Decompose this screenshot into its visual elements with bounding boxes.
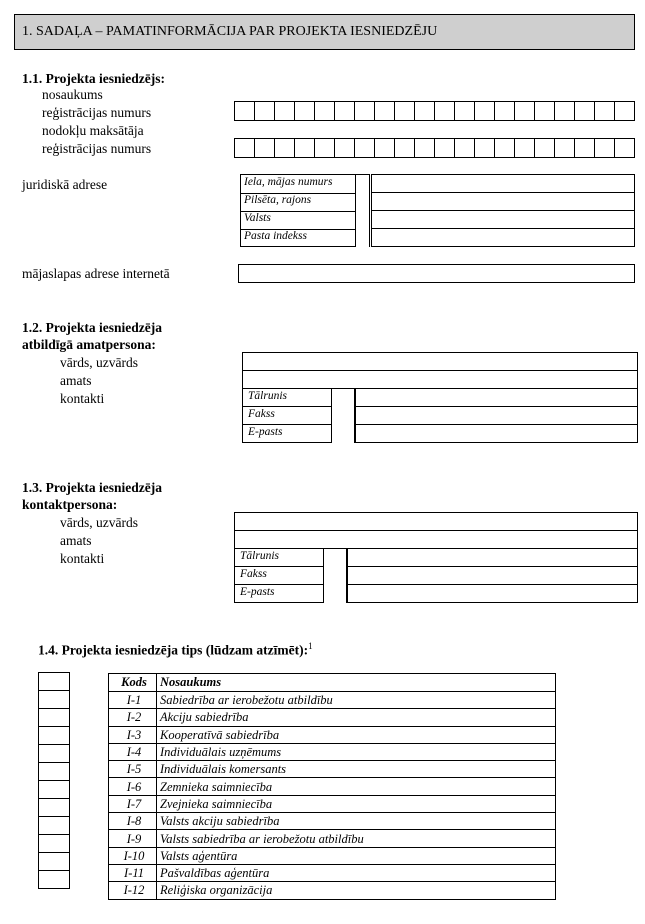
- row-code: I-10: [109, 847, 157, 864]
- official-phone-label: Tālrunis: [248, 390, 287, 402]
- official-position-input[interactable]: [242, 370, 638, 389]
- row-name: Valsts aģentūra: [157, 847, 556, 864]
- label-contact-full-name: vārds, uzvārds: [60, 515, 138, 530]
- section-1-4-heading-text: 1.4. Projekta iesniedzēja tips (lūdzam atzīmēt):: [38, 642, 309, 658]
- address-labels-box: [240, 174, 356, 247]
- contact-email-input[interactable]: [347, 584, 638, 603]
- official-fax-input[interactable]: [355, 406, 638, 425]
- type-checkbox[interactable]: [38, 816, 70, 835]
- table-row: [109, 864, 556, 881]
- row-name: Sabiedrība ar ierobežotu atbildību: [157, 692, 556, 709]
- label-contact-position: amats: [60, 533, 92, 548]
- section-1-2-heading-line2: atbildīgā amatpersona:: [22, 337, 156, 352]
- table-row: [109, 813, 556, 830]
- official-email-input[interactable]: [355, 424, 638, 443]
- label-website: mājaslapas adrese internetā: [22, 266, 170, 281]
- row-code: I-5: [109, 761, 157, 778]
- address-postcode-input[interactable]: [371, 228, 635, 247]
- official-fax-label: Fakss: [248, 408, 275, 420]
- label-reg-number: reģistrācijas numurs: [42, 105, 152, 120]
- row-name: Individuālais komersants: [157, 761, 556, 778]
- table-row: [109, 761, 556, 778]
- row-code: I-12: [109, 882, 157, 899]
- contact-position-input[interactable]: [234, 530, 638, 549]
- type-checkbox[interactable]: [38, 762, 70, 781]
- section-header: [14, 14, 635, 50]
- contact-email-label: E-pasts: [240, 586, 275, 598]
- contact-phone-input[interactable]: [347, 548, 638, 567]
- row-name: Zvejnieka saimniecība: [157, 795, 556, 812]
- applicant-type-table: [108, 673, 556, 900]
- row-code: I-4: [109, 743, 157, 760]
- row-code: I-3: [109, 726, 157, 743]
- row-code: I-1: [109, 692, 157, 709]
- label-legal-address: juridiskā adrese: [22, 177, 108, 192]
- address-city-input[interactable]: [371, 192, 635, 211]
- type-checkbox[interactable]: [38, 672, 70, 691]
- contact-phone-label: Tālrunis: [240, 550, 279, 562]
- label-taxpayer-reg-number: reģistrācijas numurs: [42, 141, 152, 156]
- type-checkbox[interactable]: [38, 726, 70, 745]
- row-name: Valsts akciju sabiedrība: [157, 813, 556, 830]
- row-name: Individuālais uzņēmums: [157, 743, 556, 760]
- contact-name-input[interactable]: [234, 512, 638, 531]
- table-row: [109, 847, 556, 864]
- table-row: [109, 795, 556, 812]
- official-email-label: E-pasts: [248, 426, 283, 438]
- website-input[interactable]: [238, 264, 635, 283]
- label-full-name: vārds, uzvārds: [60, 355, 138, 370]
- row-code: I-11: [109, 864, 157, 881]
- address-country-input[interactable]: [371, 210, 635, 229]
- contact-fax-label: Fakss: [240, 568, 267, 580]
- section-1-3-heading-line2: kontaktpersona:: [22, 497, 118, 512]
- type-checkbox-column: [38, 672, 70, 889]
- official-contact-labels: [242, 388, 332, 443]
- type-checkbox[interactable]: [38, 870, 70, 889]
- address-country-label: Valsts: [244, 212, 271, 224]
- row-name: Kooperatīvā sabiedrība: [157, 726, 556, 743]
- taxpayer-reg-number-input[interactable]: [234, 138, 635, 158]
- table-row: [109, 830, 556, 847]
- type-checkbox[interactable]: [38, 690, 70, 709]
- row-code: I-2: [109, 709, 157, 726]
- contact-fax-input[interactable]: [347, 566, 638, 585]
- type-checkbox[interactable]: [38, 798, 70, 817]
- row-code: I-8: [109, 813, 157, 830]
- footnote-marker: 1: [308, 641, 313, 651]
- table-row: [109, 692, 556, 709]
- address-street-label: Iela, mājas numurs: [244, 176, 333, 188]
- label-contact-contacts: kontakti: [60, 551, 105, 566]
- type-checkbox[interactable]: [38, 708, 70, 727]
- row-code: I-6: [109, 778, 157, 795]
- table-row: [109, 726, 556, 743]
- table-row: [109, 778, 556, 795]
- address-postcode-label: Pasta indekss: [244, 230, 307, 242]
- row-code: I-7: [109, 795, 157, 812]
- row-name: Reliģiska organizācija: [157, 882, 556, 899]
- label-taxpayer: nodokļu maksātāja: [42, 123, 144, 138]
- type-checkbox[interactable]: [38, 744, 70, 763]
- section-title: 1. SADAĻA – PAMATINFORMĀCIJA PAR PROJEKTA IESNIEDZĒJU: [22, 24, 438, 39]
- label-contacts: kontakti: [60, 391, 105, 406]
- table-header-row: [109, 674, 556, 692]
- section-1-4-heading: [38, 641, 313, 659]
- contact-contact-labels: [234, 548, 324, 603]
- table-row: [109, 882, 556, 899]
- table-row: [109, 709, 556, 726]
- official-phone-input[interactable]: [355, 388, 638, 407]
- table-row: [109, 743, 556, 760]
- header-code: Kods: [109, 674, 157, 692]
- label-name: nosaukums: [42, 87, 103, 102]
- address-city-label: Pilsēta, rajons: [244, 194, 312, 206]
- address-street-input[interactable]: [371, 174, 635, 193]
- label-position: amats: [60, 373, 92, 388]
- row-name: Zemnieka saimniecība: [157, 778, 556, 795]
- section-1-3-heading: 1.3. Projekta iesniedzēja: [22, 480, 162, 495]
- official-name-input[interactable]: [242, 352, 638, 371]
- type-checkbox[interactable]: [38, 852, 70, 871]
- section-1-1-heading: 1.1. Projekta iesniedzējs:: [22, 71, 165, 86]
- header-name: Nosaukums: [157, 674, 556, 692]
- row-name: Pašvaldības aģentūra: [157, 864, 556, 881]
- row-code: I-9: [109, 830, 157, 847]
- type-checkbox[interactable]: [38, 780, 70, 799]
- reg-number-input[interactable]: [234, 101, 635, 121]
- section-1-2-heading: 1.2. Projekta iesniedzēja: [22, 320, 162, 335]
- row-name: Valsts sabiedrība ar ierobežotu atbildību: [157, 830, 556, 847]
- row-name: Akciju sabiedrība: [157, 709, 556, 726]
- type-checkbox[interactable]: [38, 834, 70, 853]
